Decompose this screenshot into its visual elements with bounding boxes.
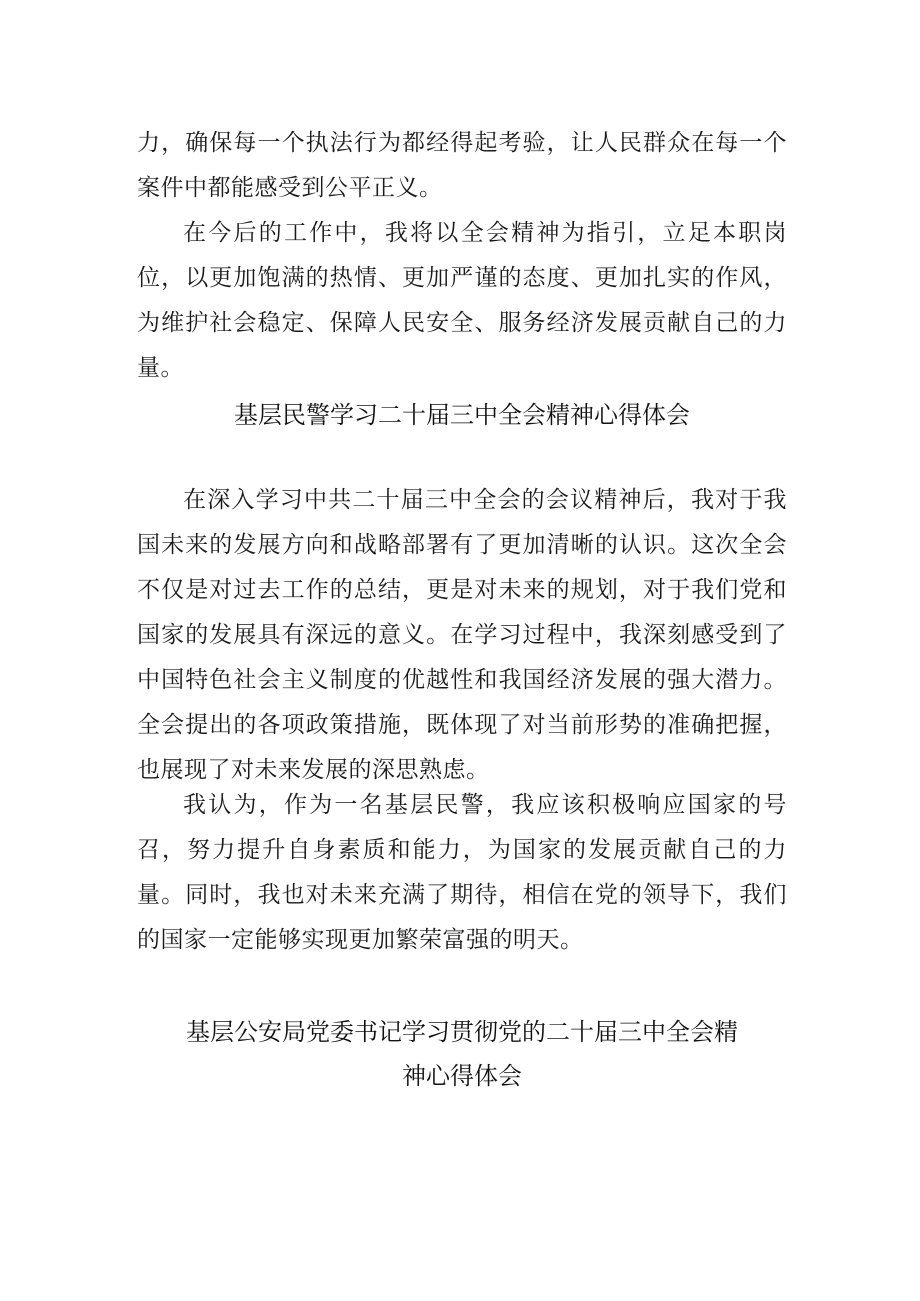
- paragraph-study-reflection: 在深入学习中共二十届三中全会的会议精神后，我对于我国未来的发展方向和战略部署有了更加清晰的认识。这次全会不仅是对过去工作的总结，更是对未来的规划，对于我们党和国家的发展具有深远的意义。在学习过程中，我深刻感受到了中国特色社会主义制度的优越性和我国经济发展的强大潜力。全会提出的各项政策措施，既体现了对当前形势的准确把握，也展现了对未来发展的深思熟虑。: [137, 487, 787, 783]
- paragraph-continuation: 力，确保每一个执法行为都经得起考验，让人民群众在每一个案件中都能感受到公平正义。: [137, 130, 787, 201]
- section-title-line-2: 神心得体会: [402, 1062, 522, 1090]
- section-title-line-1: 基层公安局党委书记学习贯彻党的二十届三中全会精: [186, 1018, 738, 1046]
- paragraph-future-work: 在今后的工作中，我将以全会精神为指引，立足本职岗位，以更加饱满的热情、更加严谨的态度、更加扎实的作风，为维护社会稳定、保障人民安全、服务经济发展贡献自己的力量。: [137, 220, 787, 381]
- section-title-grassroots-police: 基层民警学习二十届三中全会精神心得体会: [234, 401, 690, 429]
- section-title-party-secretary: [137, 1010, 787, 1098]
- paragraph-personal-commitment: 我认为，作为一名基层民警，我应该积极响应国家的号召，努力提升自身素质和能力，为国家的发展贡献自己的力量。同时，我也对未来充满了期待，相信在党的领导下，我们的国家一定能够实现更加繁荣富强的明天。: [137, 792, 787, 953]
